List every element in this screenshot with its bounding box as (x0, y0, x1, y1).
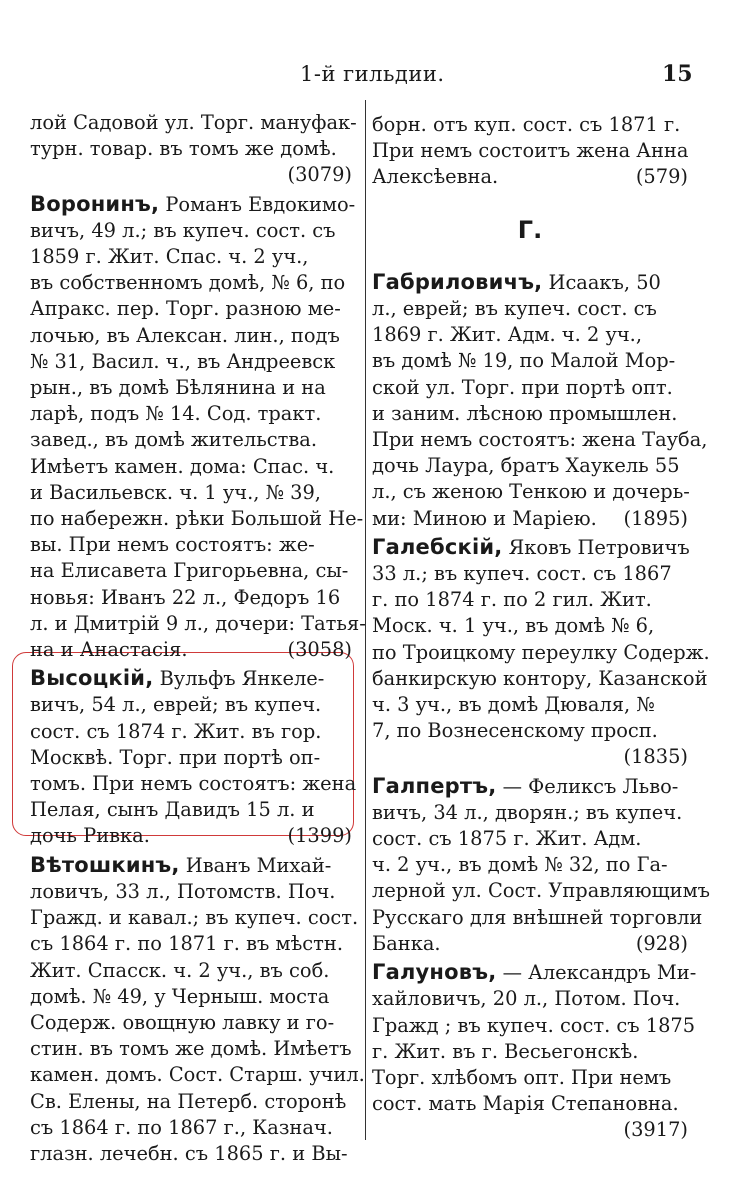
entry-line: Жит. Спасск. ч. 2 уч., въ соб. (30, 958, 330, 982)
right-column (372, 112, 711, 1146)
entry-line: Москвѣ. Торг. при портѣ оп- (30, 745, 321, 769)
entry-line: Св. Елены, на Петерб. сторонѣ (30, 1089, 347, 1113)
entry-line: турн. товар. въ томъ же домѣ. (30, 137, 337, 161)
entry-line: Банка. (372, 931, 441, 955)
entry-line: вичъ, 49 л.; въ купеч. сост. съ (30, 218, 336, 242)
entry-line: При немъ состоятъ: жена Тауба, (372, 428, 708, 452)
entry-line: глазн. лечебн. съ 1865 г. и Вы- (30, 1141, 348, 1165)
entry-ref: (3058) (287, 638, 352, 662)
continued-entry (372, 112, 688, 191)
entry-line: завед., въ домѣ жительства. (30, 428, 317, 452)
left-column (30, 110, 366, 1169)
entry-line: л. и Дмитрій 9 л., дочери: Татья- (30, 611, 366, 635)
entry-line: съ 1864 г. по 1867 г., Казнач. (30, 1115, 333, 1139)
entry-line: № 31, Васил. ч., въ Андреевск (30, 349, 336, 373)
entry-line: лочью, въ Алексан. лин., подъ (30, 323, 340, 347)
entry-line: г. по 1874 г. по 2 гил. Жит. (372, 588, 652, 612)
entry-line: по набережн. рѣки Большой Не- (30, 507, 364, 531)
entry-line: въ собственномъ домѣ, № 6, по (30, 271, 346, 295)
entry-name: Галпертъ, (372, 773, 497, 798)
entry-name: Высоцкій, (30, 666, 154, 691)
page-number: 15 (662, 61, 693, 87)
entry-line: Гражд. и кавал.; въ купеч. сост. (30, 906, 359, 930)
entry-ref: (928) (635, 931, 688, 955)
entry-ref: (1399) (287, 824, 352, 848)
entry-line: по Троицкому переулку Содерж. (372, 640, 710, 664)
entry-line: 1869 г. Жит. Адм. ч. 2 уч., (372, 323, 643, 347)
entry-line: и заним. лѣсною промышлен. (372, 401, 678, 425)
entry-line: ларѣ, подъ № 14. Сод. тракт. (30, 402, 322, 426)
entry-ref: (579) (635, 165, 688, 189)
entry-line: Апракс. пер. Торг. разною ме- (30, 297, 341, 321)
section-letter: Г. (517, 215, 543, 244)
entry-line: камен. домъ. Сост. Старш. учил. (30, 1063, 365, 1087)
entry-galpert (372, 773, 711, 957)
entry-line: лой Садовой ул. Торг. мануфак- (30, 111, 357, 134)
entry-line: сост. съ 1875 г. Жит. Адм. (372, 827, 642, 851)
entry-line: ской ул. Торг. при портѣ опт. (372, 375, 673, 399)
entry-ref: (1895) (623, 506, 688, 530)
entry-line: томъ. При немъ состоятъ: жена (30, 772, 357, 796)
entry-voronin (30, 191, 366, 664)
entry-line: вичъ, 34 л., дворян.; въ купеч. (372, 800, 683, 824)
entry-line: новья: Иванъ 22 л., Федоръ 16 (30, 585, 341, 609)
entry-line: Вульфъ Янкеле- (159, 667, 325, 691)
running-title: 1-й гильдии. (300, 62, 445, 86)
entry-line: ч. 2 уч., въ домѣ № 32, по Га- (372, 853, 668, 877)
entry-ref: (3917) (623, 1118, 688, 1142)
entry-line: Яковъ Петровичъ (508, 535, 690, 559)
entry-line: При немъ состоитъ жена Анна (372, 139, 689, 163)
entry-line: на Елисавета Григорьевна, сы- (30, 559, 349, 583)
entry-line: банкирскую контору, Казанской (372, 666, 708, 690)
entry-vetoshkin (30, 852, 365, 1167)
entry-gabrilovich (372, 269, 708, 532)
entry-name: Галуновъ, (372, 960, 497, 985)
entry-line: Исаакъ, 50 (548, 270, 661, 294)
entry-line: г. Жит. въ г. Весьегонскѣ. (372, 1039, 639, 1063)
entry-line: на и Анастасія. (30, 638, 188, 662)
entry-line: сост. мать Марія Степановна. (372, 1092, 679, 1116)
entry-line: вичъ, 54 л., еврей; въ купеч. (30, 693, 322, 717)
entry-line: л., съ женою Тенкою и дочерь- (372, 480, 690, 504)
entry-line: Иванъ Михай- (185, 853, 332, 877)
entry-line: въ домѣ № 19, по Малой Мор- (372, 349, 676, 373)
entry-ref: (1835) (623, 745, 688, 769)
entry-line: лерной ул. Сост. Управляющимъ (372, 879, 711, 903)
entry-line: дочь Лаура, братъ Хаукель 55 (372, 454, 680, 478)
entry-line: вы. При немъ состоятъ: же- (30, 533, 315, 557)
entry-line: — Александръ Ми- (502, 961, 697, 985)
entry-line: Романъ Евдокимо- (165, 192, 356, 216)
entry-line: Моск. ч. 1 уч., въ домѣ № 6, (372, 614, 655, 638)
entry-line: дочь Ривка. (30, 824, 150, 848)
entry-line: Гражд ; въ купеч. сост. съ 1875 (372, 1013, 696, 1037)
entry-line: 1859 г. Жит. Спас. ч. 2 уч., (30, 245, 309, 269)
entry-name: Галебскій, (372, 534, 503, 559)
entry-line: домѣ. № 49, у Черныш. моста (30, 984, 330, 1008)
continued-entry (30, 110, 357, 189)
entry-line: ч. 3 уч., въ домѣ Дюваля, № (372, 693, 655, 717)
entry-line: Имѣетъ камен. дома: Спас. ч. (30, 454, 335, 478)
entry-line: Торг. хлѣбомъ опт. При немъ (372, 1065, 672, 1089)
entry-line: борн. отъ куп. сост. съ 1871 г. (372, 113, 681, 136)
entry-line: съ 1864 г. по 1871 г. въ мѣстн. (30, 932, 343, 956)
entry-line: Русскаго для внѣшней торговли (372, 905, 703, 929)
entry-line: — Феликсъ Львo- (502, 774, 679, 798)
entry-galunov (372, 959, 697, 1143)
entry-line: сост. съ 1874 г. Жит. въ гор. (30, 719, 322, 743)
entry-line: Алексѣевна. (372, 165, 499, 189)
entry-name: Габриловичъ, (372, 269, 543, 294)
entry-line: Содерж. овощную лавку и го- (30, 1010, 335, 1034)
entry-line: 7, по Вознесенскому просп. (372, 719, 658, 743)
entry-line: 33 л.; въ купеч. сост. съ 1867 (372, 562, 672, 586)
entry-line: л., еврей; въ купеч. сост. съ (372, 297, 657, 321)
entry-line: ми: Миною и Маріею. (372, 506, 597, 530)
entry-ref: (3079) (287, 163, 352, 187)
page-header (0, 62, 750, 96)
entry-vysotsky (30, 665, 357, 849)
entry-name: Воронинъ, (30, 191, 160, 216)
entry-line: хайловичъ, 20 л., Потом. Поч. (372, 987, 681, 1011)
entry-line: ловичъ, 33 л., Потомств. Поч. (30, 879, 336, 903)
entry-line: Пелая, сынъ Давидъ 15 л. и (30, 798, 315, 822)
entry-line: стин. въ томъ же домѣ. Имѣетъ (30, 1037, 352, 1061)
entry-line: рын., въ домѣ Бѣлянина и на (30, 376, 326, 400)
entry-name: Вѣтошкинъ, (30, 852, 180, 877)
entry-galebsky (372, 534, 710, 771)
entry-line: и Васильевск. ч. 1 уч., № 39, (30, 480, 321, 504)
